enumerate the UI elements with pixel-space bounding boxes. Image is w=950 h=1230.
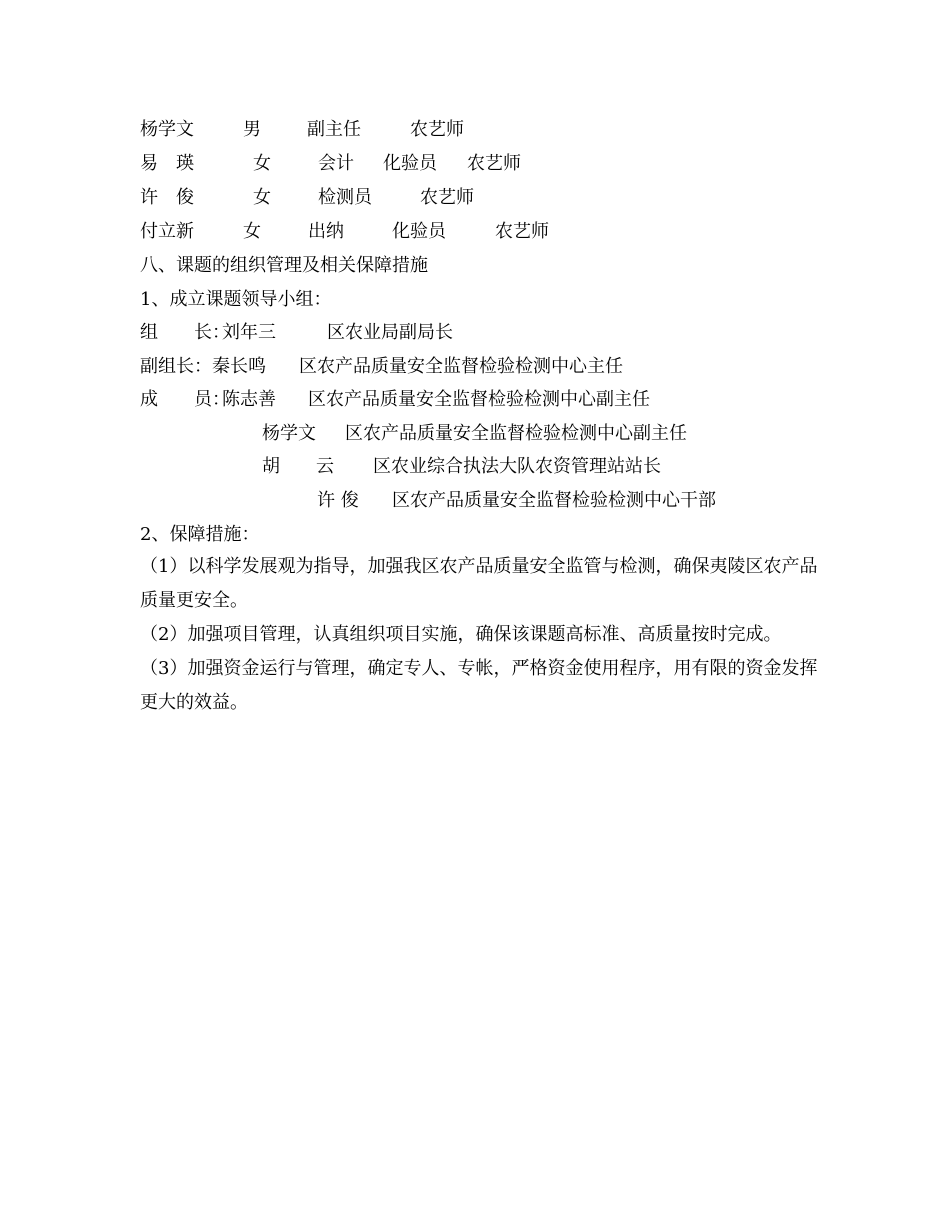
staff-row	[0, 186, 950, 210]
person-position: 区农产品质量安全监督检验检测中心干部	[392, 490, 716, 511]
staff-title: 农艺师	[467, 153, 521, 174]
person-position: 区农业综合执法大队农资管理站站长	[373, 456, 661, 477]
staff-role: 检测员	[318, 187, 372, 208]
person-position: 区农产品质量安全监督检验检测中心主任	[299, 356, 623, 377]
staff-gender: 女	[243, 221, 261, 242]
member-row	[0, 388, 950, 412]
staff-title: 农艺师	[495, 221, 549, 242]
deputy-row	[0, 355, 950, 379]
section-heading: 八、课题的组织管理及相关保障措施	[140, 255, 428, 276]
leader-row	[0, 321, 950, 345]
person-name: 杨学文	[262, 423, 316, 444]
staff-gender: 女	[253, 153, 271, 174]
subsection-heading: 2、保障措施：	[140, 524, 260, 545]
staff-row	[0, 152, 950, 176]
person-name: 胡 云	[262, 456, 334, 477]
staff-name: 杨学文	[140, 119, 194, 140]
staff-name: 易 瑛	[140, 153, 194, 174]
person-name: 陈志善	[222, 389, 276, 410]
person-name: 刘年三	[222, 322, 276, 343]
staff-row	[0, 118, 950, 142]
person-name: 秦长鸣	[212, 356, 266, 377]
staff-gender: 男	[243, 119, 261, 140]
role-label: 成 员：	[140, 389, 230, 410]
person-position: 区农业局副局长	[327, 322, 453, 343]
staff-title: 农艺师	[420, 187, 474, 208]
person-name: 许 俊	[317, 490, 359, 511]
staff-role: 副主任	[307, 119, 361, 140]
member-row	[0, 422, 950, 446]
staff-role: 出纳	[308, 221, 344, 242]
staff-row	[0, 220, 950, 244]
member-row	[0, 455, 950, 479]
staff-gender: 女	[253, 187, 271, 208]
measure-paragraph: （2）加强项目管理，认真组织项目实施，确保该课题高标准、高质量按时完成。	[140, 624, 782, 645]
staff-role: 会计	[318, 153, 354, 174]
person-position: 区农产品质量安全监督检验检测中心副主任	[345, 423, 687, 444]
staff-role-secondary: 化验员	[392, 221, 446, 242]
role-label: 组 长：	[140, 322, 230, 343]
measure-paragraph: （1）以科学发展观为指导，加强我区农产品质量安全监管与检测，确保夷陵区农产品质量更安全。	[140, 556, 818, 611]
measure-paragraph: （3）加强资金运行与管理，确定专人、专帐，严格资金使用程序，用有限的资金发挥更大的效益。	[140, 658, 818, 713]
subsection-heading: 1、成立课题领导小组：	[140, 289, 332, 310]
staff-name: 许 俊	[140, 187, 194, 208]
staff-name: 付立新	[140, 221, 194, 242]
member-row	[0, 489, 950, 513]
role-label: 副组长：	[140, 356, 212, 377]
staff-title: 农艺师	[410, 119, 464, 140]
staff-role-secondary: 化验员	[383, 153, 437, 174]
person-position: 区农产品质量安全监督检验检测中心副主任	[308, 389, 650, 410]
